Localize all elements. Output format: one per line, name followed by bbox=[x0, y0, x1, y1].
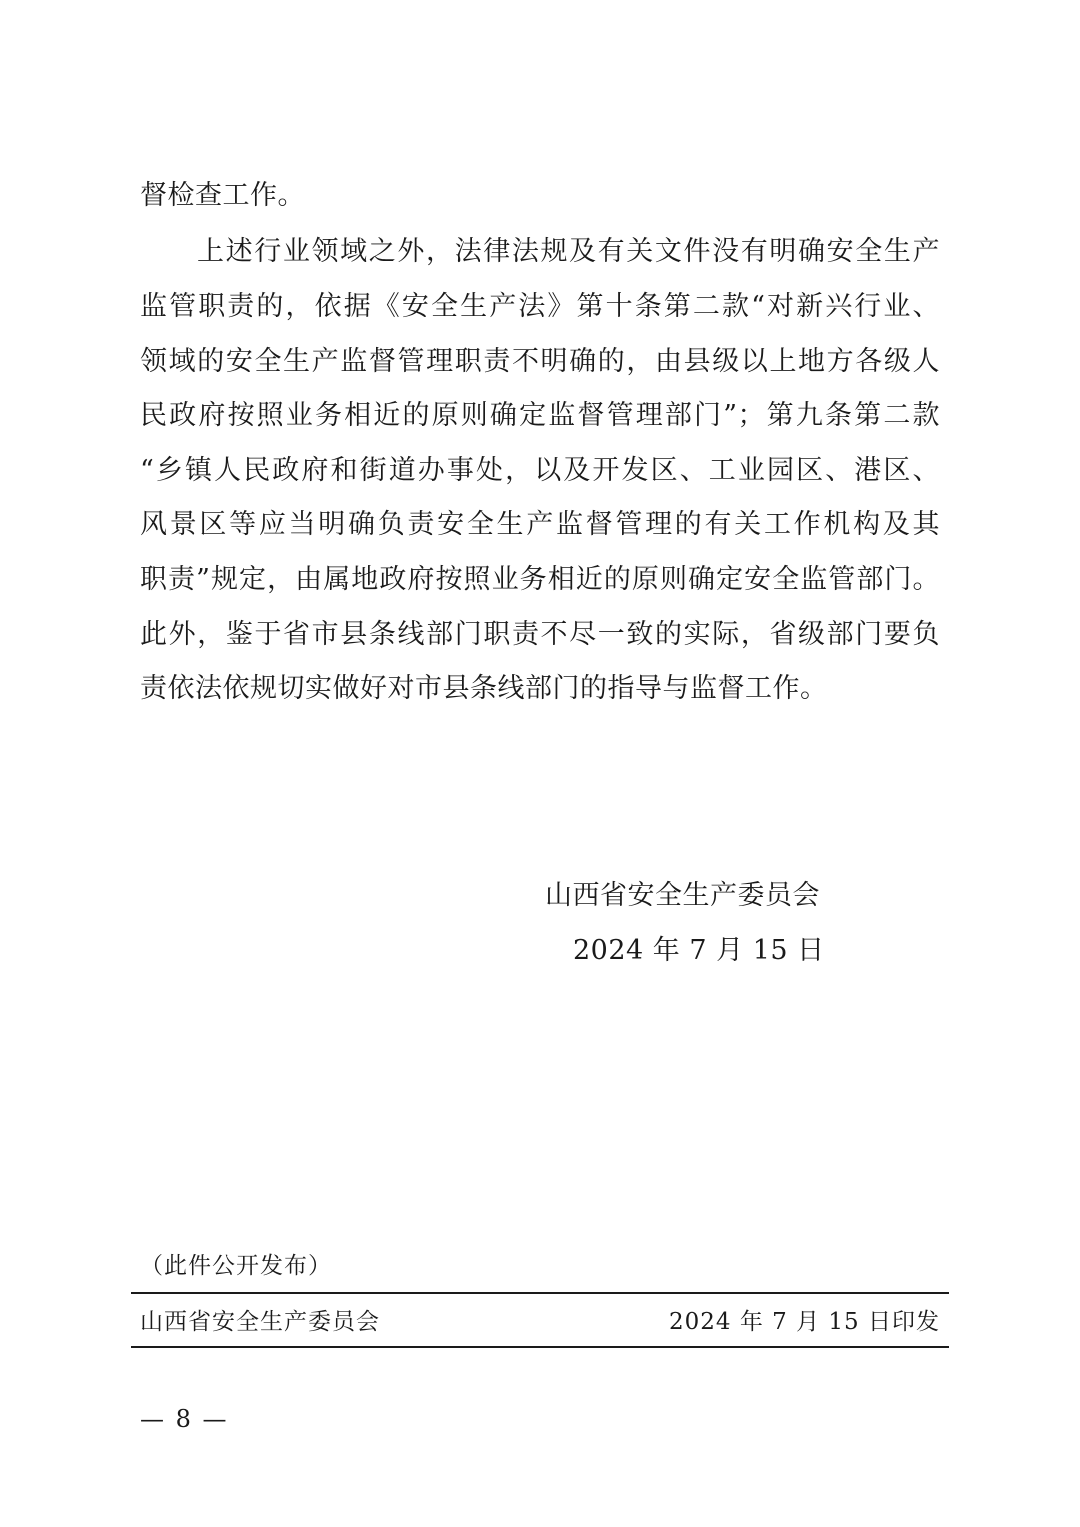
body-line-4: 领域的安全生产监督管理职责不明确的，由县级以上地方各级人 bbox=[140, 346, 940, 377]
signature-org: 山西省安全生产委员会 bbox=[545, 880, 820, 911]
body-line-10: 责依法依规切实做好对市县条线部门的指导与监督工作。 bbox=[140, 673, 828, 704]
body-line-3: 监管职责的，依据《安全生产法》第十条第二款“对新兴行业、 bbox=[140, 291, 940, 322]
body-line-7: 风景区等应当明确负责安全生产监督管理的有关工作机构及其 bbox=[140, 509, 940, 540]
footer-issuer: 山西省安全生产委员会 bbox=[140, 1309, 380, 1335]
body-line-5: 民政府按照业务相近的原则确定监督管理部门”；第九条第二款 bbox=[140, 400, 940, 431]
body-line-2: 上述行业领域之外，法律法规及有关文件没有明确安全生产 bbox=[197, 236, 940, 267]
footer-top-rule bbox=[131, 1292, 949, 1294]
page-number: — 8 — bbox=[140, 1405, 229, 1433]
signature-date: 2024 年 7 月 15 日 bbox=[573, 935, 825, 966]
body-line-6: “乡镇人民政府和街道办事处，以及开发区、工业园区、港区、 bbox=[140, 455, 940, 486]
footer-issued-date: 2024 年 7 月 15 日印发 bbox=[669, 1309, 940, 1335]
footer-bottom-rule bbox=[131, 1346, 949, 1348]
body-line-1: 督检查工作。 bbox=[140, 180, 305, 211]
public-release-note: （此件公开发布） bbox=[140, 1253, 332, 1279]
body-line-8: 职责”规定，由属地政府按照业务相近的原则确定安全监管部门。 bbox=[140, 564, 940, 595]
body-line-9: 此外，鉴于省市县条线部门职责不尽一致的实际，省级部门要负 bbox=[140, 619, 940, 650]
